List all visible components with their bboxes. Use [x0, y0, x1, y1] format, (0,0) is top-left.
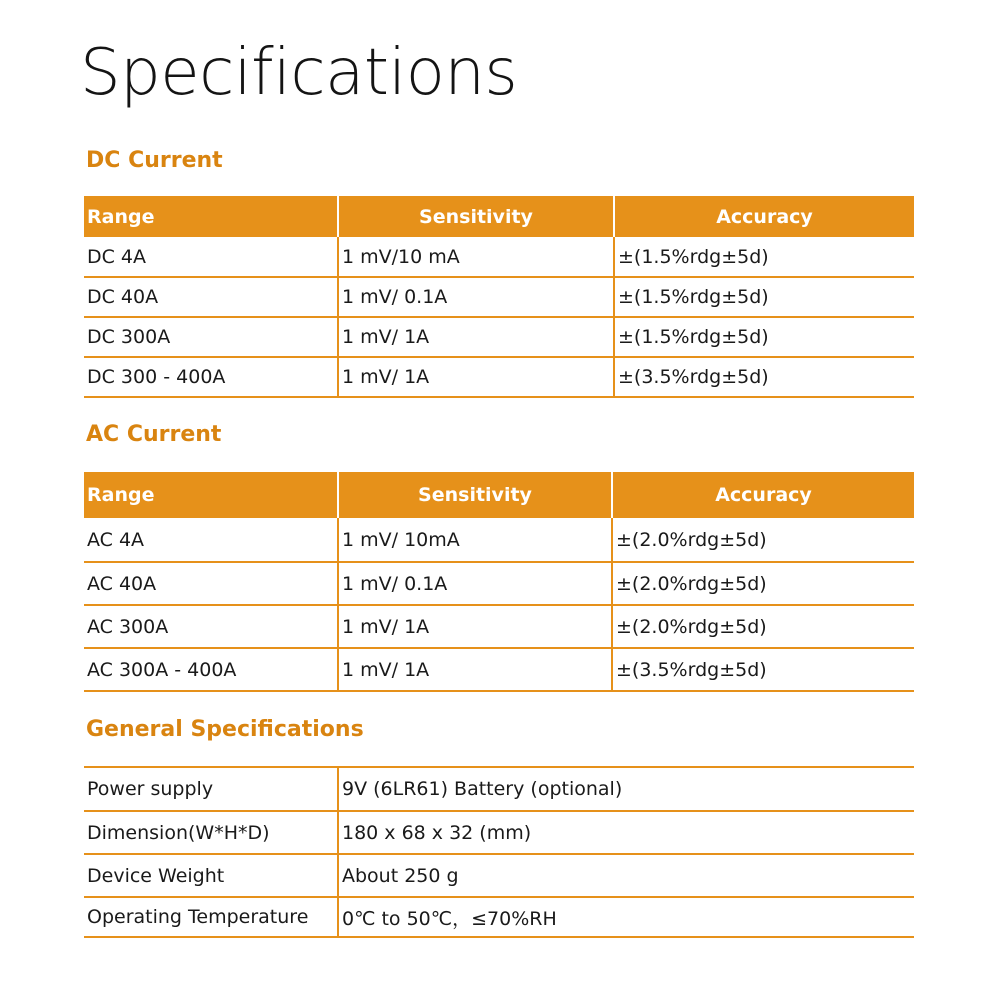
table-row	[84, 648, 914, 691]
page-title: Specifications	[80, 36, 518, 110]
general-specifications-table	[84, 766, 914, 938]
table-header-row	[84, 472, 914, 518]
column-header-sensitivity: Sensitivity	[338, 472, 612, 518]
spec-label-cell: Device Weight	[84, 854, 338, 897]
table-row	[84, 562, 914, 605]
range-cell: DC 4A	[84, 237, 338, 277]
spec-value-cell: About 250 g	[338, 854, 914, 897]
table-row	[84, 518, 914, 562]
column-header-range: Range	[84, 196, 338, 237]
range-cell: AC 300A - 400A	[84, 648, 338, 691]
spec-label-cell: Dimension(W*H*D)	[84, 811, 338, 854]
table-header-row	[84, 196, 914, 237]
ac-current-table	[84, 472, 914, 692]
range-cell: AC 300A	[84, 605, 338, 648]
range-cell: DC 40A	[84, 277, 338, 317]
sensitivity-cell: 1 mV/ 0.1A	[338, 562, 612, 605]
accuracy-cell: ±(2.0%rdg±5d)	[612, 562, 914, 605]
accuracy-cell: ±(3.5%rdg±5d)	[612, 648, 914, 691]
range-cell: DC 300A	[84, 317, 338, 357]
accuracy-cell: ±(3.5%rdg±5d)	[614, 357, 914, 397]
dc-current-table	[84, 196, 914, 398]
table-row	[84, 317, 914, 357]
table-row	[84, 811, 914, 854]
table-row	[84, 767, 914, 811]
sensitivity-cell: 1 mV/ 1A	[338, 317, 614, 357]
accuracy-cell: ±(1.5%rdg±5d)	[614, 277, 914, 317]
sensitivity-cell: 1 mV/ 0.1A	[338, 277, 614, 317]
table-row	[84, 897, 914, 937]
spec-label-cell: Power supply	[84, 767, 338, 811]
range-cell: AC 40A	[84, 562, 338, 605]
sensitivity-cell: 1 mV/ 1A	[338, 648, 612, 691]
spec-value-cell: 180 x 68 x 32 (mm)	[338, 811, 914, 854]
sensitivity-cell: 1 mV/ 1A	[338, 357, 614, 397]
accuracy-cell: ±(1.5%rdg±5d)	[614, 237, 914, 277]
table-row	[84, 854, 914, 897]
accuracy-cell: ±(2.0%rdg±5d)	[612, 518, 914, 562]
accuracy-cell: ±(1.5%rdg±5d)	[614, 317, 914, 357]
table-row	[84, 357, 914, 397]
spec-value-cell: 9V (6LR61) Battery (optional)	[338, 767, 914, 811]
section-title-ac-current: AC Current	[86, 422, 222, 447]
sensitivity-cell: 1 mV/ 1A	[338, 605, 612, 648]
table-row	[84, 605, 914, 648]
accuracy-cell: ±(2.0%rdg±5d)	[612, 605, 914, 648]
column-header-sensitivity: Sensitivity	[338, 196, 614, 237]
spec-label-cell: Operating Temperature	[84, 897, 338, 937]
range-cell: AC 4A	[84, 518, 338, 562]
table-row	[84, 277, 914, 317]
range-cell: DC 300 - 400A	[84, 357, 338, 397]
section-title-dc-current: DC Current	[86, 148, 223, 173]
column-header-range: Range	[84, 472, 338, 518]
spec-value-cell: 0℃ to 50℃，≤70%RH	[338, 897, 914, 937]
sensitivity-cell: 1 mV/10 mA	[338, 237, 614, 277]
sensitivity-cell: 1 mV/ 10mA	[338, 518, 612, 562]
column-header-accuracy: Accuracy	[614, 196, 914, 237]
section-title-general-specifications: General Specifications	[86, 717, 364, 742]
table-row	[84, 237, 914, 277]
column-header-accuracy: Accuracy	[612, 472, 914, 518]
